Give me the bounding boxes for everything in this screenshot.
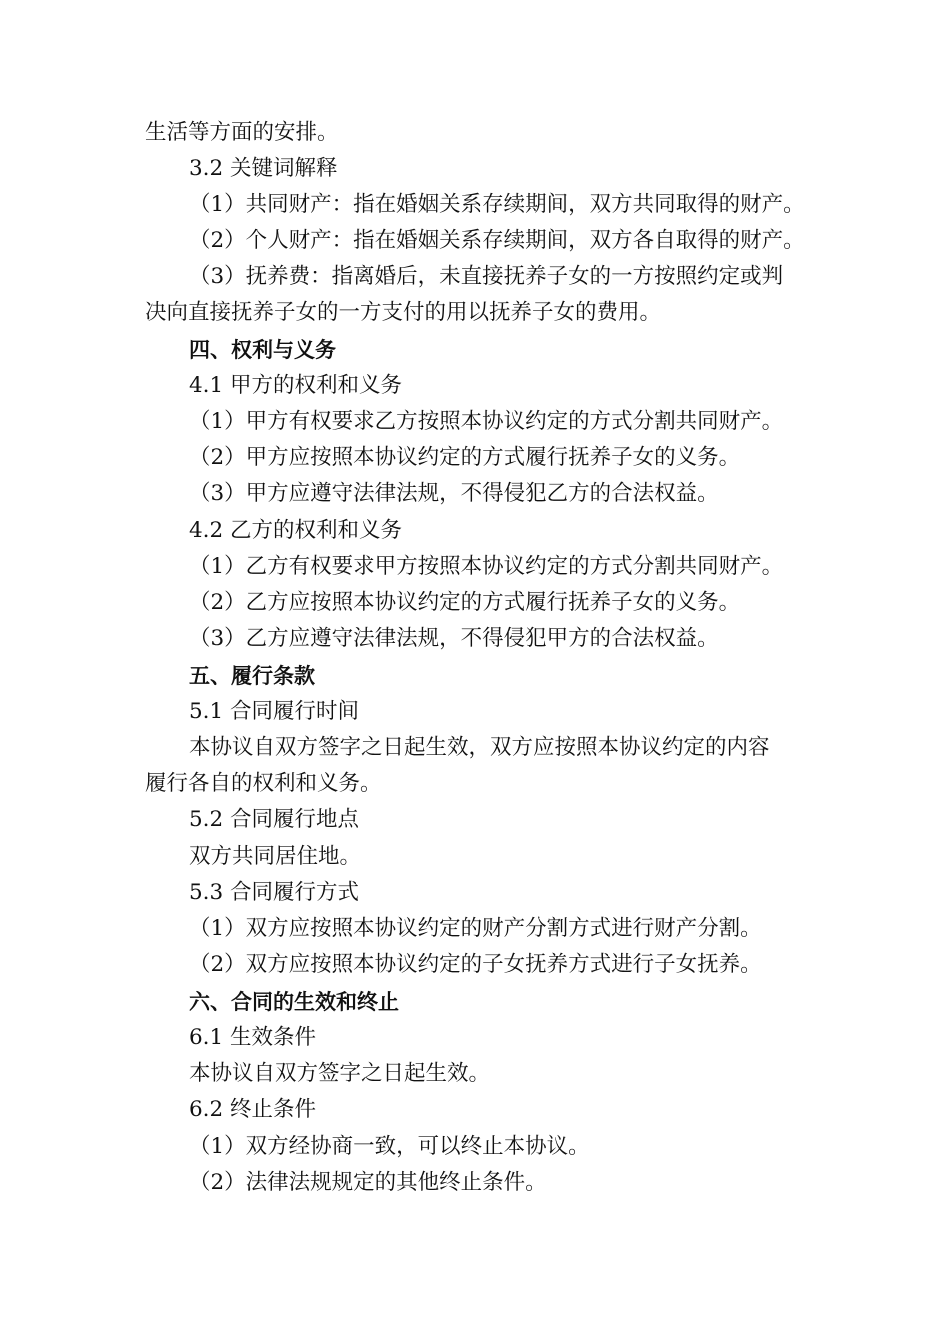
section-4-1-title: 4.1 甲方的权利和义务 (189, 373, 403, 398)
section-4-2-title: 4.2 乙方的权利和义务 (189, 518, 403, 543)
list-item: （2）甲方应按照本协议约定的方式履行抚养子女的义务。 (189, 445, 741, 470)
section-heading-rights-obligations: 四、权利与义务 (189, 338, 336, 362)
list-item: （3）甲方应遵守法律法规，不得侵犯乙方的合法权益。 (189, 481, 719, 506)
section-5-2-title: 5.2 合同履行地点 (189, 807, 360, 832)
paragraph: 本协议自双方签字之日起生效，双方应按照本协议约定的内容 (189, 735, 770, 760)
list-item-continuation: 决向直接抚养子女的一方支付的用以抚养子女的费用。 (145, 300, 662, 325)
list-item: （1）双方应按照本协议约定的财产分割方式进行财产分割。 (189, 916, 762, 941)
section-6-2-title: 6.2 终止条件 (189, 1097, 317, 1122)
list-item: （3）抚养费：指离婚后，未直接抚养子女的一方按照约定或判 (189, 264, 784, 289)
list-item: （2）法律法规规定的其他终止条件。 (189, 1170, 547, 1195)
section-5-3-title: 5.3 合同履行方式 (189, 880, 360, 905)
section-6-1-title: 6.1 生效条件 (189, 1025, 317, 1050)
list-item: （2）个人财产：指在婚姻关系存续期间，双方各自取得的财产。 (189, 228, 805, 253)
list-item: （2）乙方应按照本协议约定的方式履行抚养子女的义务。 (189, 590, 741, 615)
list-item: （1）甲方有权要求乙方按照本协议约定的方式分割共同财产。 (189, 409, 784, 434)
section-heading-performance: 五、履行条款 (189, 664, 315, 688)
paragraph: 本协议自双方签字之日起生效。 (189, 1061, 491, 1086)
paragraph-continuation: 生活等方面的安排。 (145, 120, 339, 145)
section-5-1-title: 5.1 合同履行时间 (189, 699, 360, 724)
list-item: （1）乙方有权要求甲方按照本协议约定的方式分割共同财产。 (189, 554, 784, 579)
section-heading-effect-termination: 六、合同的生效和终止 (189, 990, 399, 1014)
paragraph: 双方共同居住地。 (189, 844, 362, 869)
list-item: （2）双方应按照本协议约定的子女抚养方式进行子女抚养。 (189, 952, 762, 977)
list-item: （3）乙方应遵守法律法规，不得侵犯甲方的合法权益。 (189, 626, 719, 651)
list-item: （1）双方经协商一致，可以终止本协议。 (189, 1134, 590, 1159)
paragraph-continuation: 履行各自的权利和义务。 (145, 771, 382, 796)
section-3-2-title: 3.2 关键词解释 (189, 156, 338, 181)
list-item: （1）共同财产：指在婚姻关系存续期间，双方共同取得的财产。 (189, 192, 805, 217)
